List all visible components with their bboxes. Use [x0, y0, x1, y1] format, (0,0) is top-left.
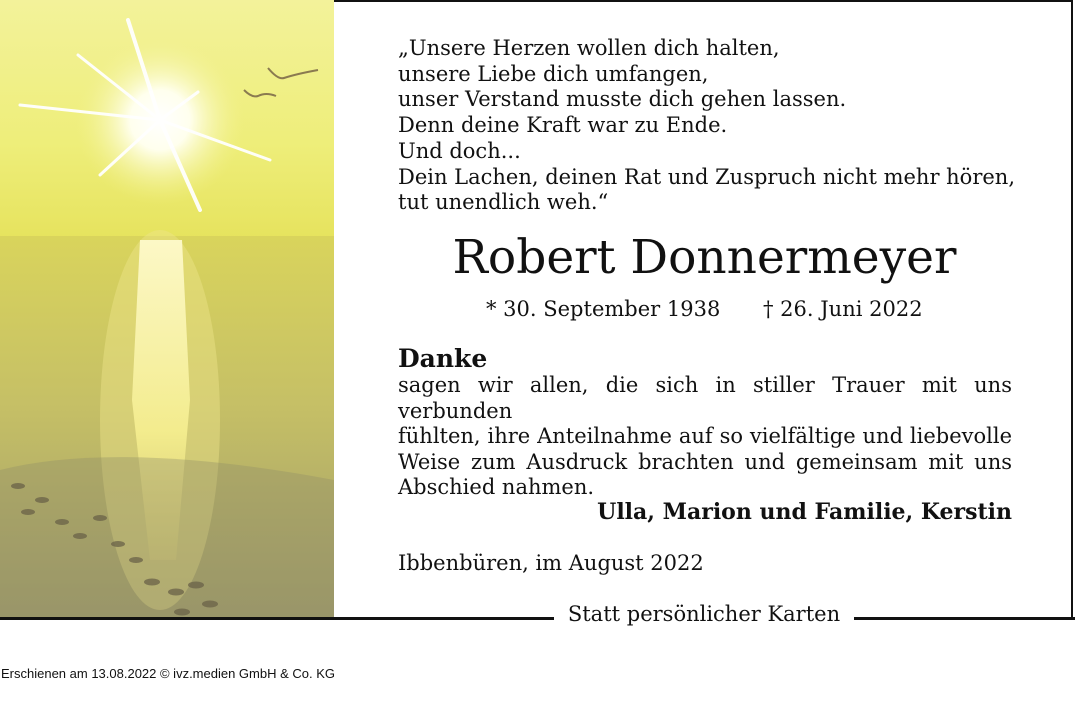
poem-line: „Unsere Herzen wollen dich halten, — [398, 36, 780, 60]
poem-line: unser Verstand musste dich gehen lassen. — [398, 87, 847, 112]
notice-text: Statt persönlicher Karten — [554, 600, 854, 628]
thanks-line: Weise zum Ausdruck brachten und gemeinsam mit uns — [398, 449, 1012, 474]
thanks-line: sagen wir allen, die sich in stiller Trauer mit uns verbunden — [398, 373, 1012, 423]
sunset-sea-image — [0, 0, 334, 620]
thanks-title: Danke — [398, 344, 488, 373]
poem-line: Und doch... — [398, 138, 521, 163]
poem-line: Dein Lachen, deinen Rat und Zuspruch nicht mehr hören, — [398, 164, 1015, 189]
poem-line: tut unendlich weh.“ — [398, 190, 609, 215]
death-date: † 26. Juni 2022 — [763, 297, 923, 321]
place-date: Ibbenbüren, im August 2022 — [398, 551, 704, 575]
poem-line: Denn deine Kraft war zu Ende. — [398, 113, 728, 138]
sunset-sea-footprints-icon — [0, 0, 334, 620]
bottom-border-right — [854, 617, 1075, 620]
poem — [398, 36, 1018, 216]
poem-line: unsere Liebe dich umfangen, — [398, 61, 709, 86]
thanks-line: Abschied nahmen. — [398, 475, 595, 499]
deceased-name: Robert Donnermeyer — [452, 230, 957, 285]
thanks-line: fühlten, ihre Anteilnahme auf so vielfältige und liebevolle — [398, 424, 1012, 448]
signers: Ulla, Marion und Familie, Kerstin — [597, 499, 1012, 525]
thanks-text — [398, 373, 1012, 501]
birth-date: * 30. September 1938 — [486, 297, 721, 321]
bottom-border-left — [0, 617, 554, 620]
publication-footer: Erschienen am 13.08.2022 © ivz.medien GmbH & Co. KG — [1, 666, 336, 681]
life-dates — [486, 295, 923, 323]
